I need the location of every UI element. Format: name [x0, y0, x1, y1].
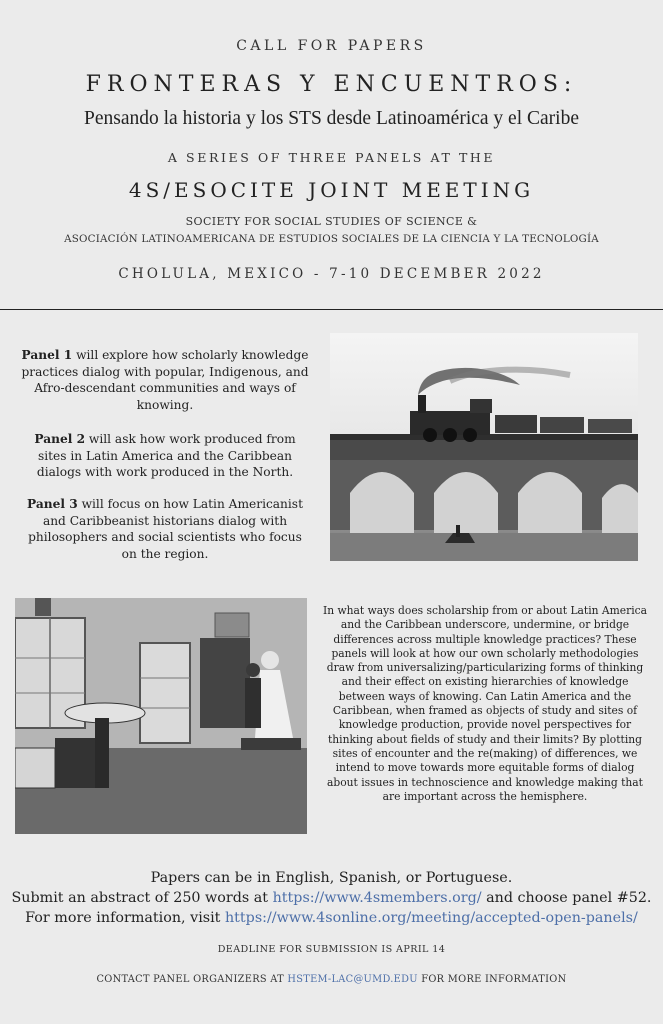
deadline-text: DEADLINE FOR SUBMISSION IS APRIL 14 [217, 944, 446, 955]
contact-suffix: FOR MORE INFORMATION [417, 974, 567, 985]
panel-1-label: Panel 1 [21, 348, 73, 362]
train-photo-icon [330, 333, 638, 561]
contact-line [0, 974, 663, 985]
info-link[interactable]: https://www.4sonline.org/meeting/accepted-open-panels/ [224, 910, 638, 926]
info-prefix: For more information, visit [25, 910, 225, 926]
panel-2-description [20, 431, 310, 481]
panel-3-description [20, 496, 310, 562]
panels-essay: In what ways does scholarship from or about Latin America and the Caribbean underscore, undermine, or bridge differences across multiple knowledge practices? These panels will look at how our own scholarly methodologies draw from universalizing/particularizing forms of thinking and their effect on existing hierarchies of knowledge between ways of knowing. Can Latin America and the Caribbean, when framed as objects of study and sites of knowledge production, provide novel perspectives for thinking about fields of study and their limits? By plotting sites of encounter and the re(making) of differences, we intend to move towards more equitable forms of dialog about issues in technoscience and knowledge making that are important across the hemisphere. [323, 604, 647, 803]
society-name: SOCIETY FOR SOCIAL STUDIES OF SCIENCE & [185, 215, 478, 228]
panel-3-text: will focus on how Latin Americanist and Caribbeanist historians dialog with philosophers and social scientists who focus on the region. [28, 497, 303, 561]
panel-1-text: will explore how scholarly knowledge practices dialog with popular, Indigenous, and Afro-descendant communities and ways of knowing. [21, 348, 309, 412]
location-date: CHOLULA, MEXICO - 7-10 DECEMBER 2022 [118, 266, 545, 282]
panel-3-label: Panel 3 [27, 497, 78, 511]
clinic-photo-icon [15, 598, 307, 834]
divider [0, 309, 663, 310]
meeting-title: 4S/ESOCITE JOINT MEETING [128, 178, 535, 202]
info-line [0, 908, 663, 928]
series-label: A SERIES OF THREE PANELS AT THE [167, 150, 496, 165]
submit-suffix: and choose panel #52. [481, 890, 652, 906]
contact-prefix: CONTACT PANEL ORGANIZERS AT [96, 974, 288, 985]
page-subtitle: Pensando la historia y los STS desde Latinoamérica y el Caribe [84, 108, 579, 129]
submit-prefix: Submit an abstract of 250 words at [11, 890, 273, 906]
panel-2-text: will ask how work produced from sites in Latin America and the Caribbean dialogs with work produced in the North. [36, 432, 296, 479]
panel-2-label: Panel 2 [34, 432, 86, 446]
call-for-papers-label: CALL FOR PAPERS [236, 38, 427, 54]
submit-line [0, 888, 663, 908]
page-title: FRONTERAS Y ENCUENTROS: [85, 72, 578, 97]
contact-email-link[interactable]: HSTEM-LAC@UMD.EDU [287, 974, 418, 985]
submit-link[interactable]: https://www.4smembers.org/ [272, 890, 482, 906]
languages-text: Papers can be in English, Spanish, or Portuguese. [150, 870, 513, 886]
asociacion-name: ASOCIACIÓN LATINOAMERICANA DE ESTUDIOS SOCIALES DE LA CIENCIA Y LA TECNOLOGÍA [64, 233, 599, 245]
submission-info [0, 868, 663, 928]
panel-1-description [20, 347, 310, 413]
